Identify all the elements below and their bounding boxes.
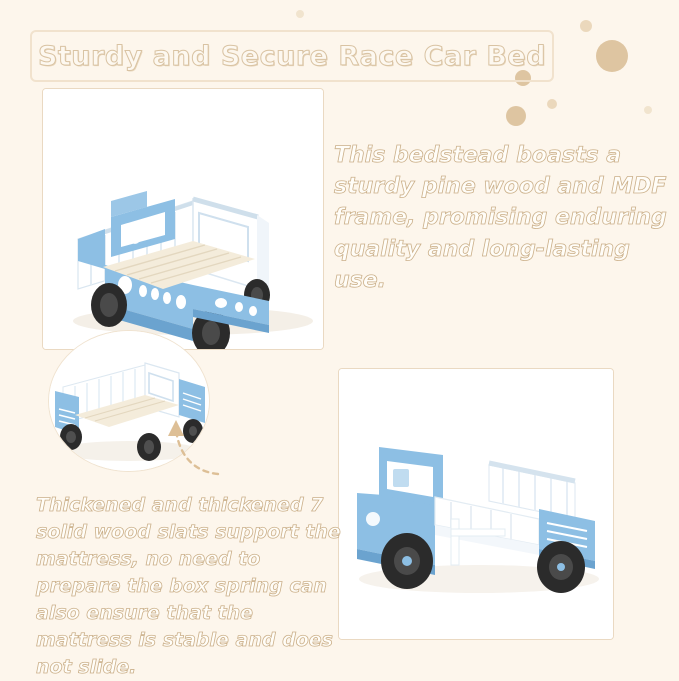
decor-dot bbox=[596, 40, 628, 72]
pointer-arrow-icon bbox=[158, 408, 228, 480]
page-title: Sturdy and Secure Race Car Bed bbox=[37, 40, 547, 72]
main-bed-photo bbox=[42, 88, 324, 350]
paragraph-top: This bedstead boasts a sturdy pine wood and MDF frame, promising enduring quality and long-lasting use. bbox=[334, 143, 667, 293]
decor-dot bbox=[506, 106, 526, 126]
bottom-bed-photo bbox=[338, 368, 614, 640]
race-car-bed-illustration bbox=[43, 89, 323, 349]
decor-dot bbox=[296, 10, 304, 18]
title-frame bbox=[30, 30, 554, 82]
decor-dot bbox=[644, 106, 652, 114]
paragraph-bottom: Thickened and thickened 7 solid wood slats support the mattress, no need to prepare the box spring can also ensure that the mattress is stable and does not slide. bbox=[36, 494, 341, 678]
bed-side-illustration bbox=[339, 369, 613, 639]
decor-dot bbox=[580, 20, 592, 32]
decor-dot bbox=[547, 99, 557, 109]
